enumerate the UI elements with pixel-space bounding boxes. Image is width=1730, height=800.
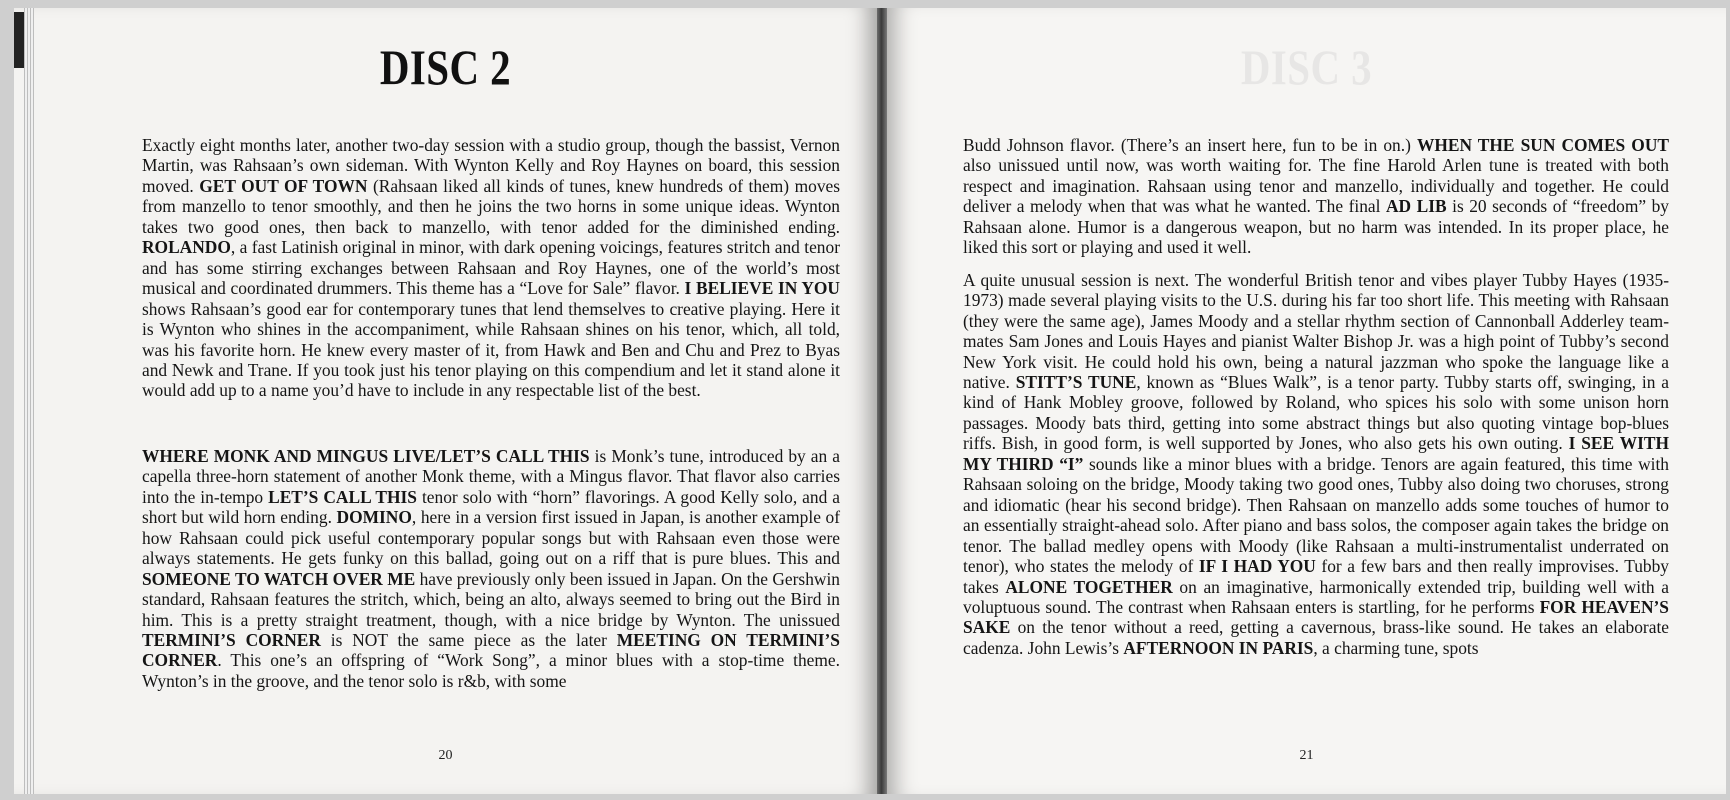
song-title: WHERE MONK AND MINGUS LIVE/LET’S CALL THIS [142, 445, 590, 466]
left-paragraph-1: Exactly eight months later, another two-day session with a studio group, though the bassist, Vernon Martin, was Rahsaan’s own sideman. With Wynton Kelly and Roy Haynes on board, this session moved. GET OUT OF TOWN (Rahsaan liked all kinds of tunes, knew hundreds of them) moves from manzello to tenor smoothly, and then he joins the two horns in some unique ideas. Wynton takes two good ones, then back to manzello, with tenor added for the diminished ending. ROLANDO, a fast Latinish original in minor, with dark opening voicings, features stritch and tenor and has some stirring exchanges between Rahsaan and Roy Haynes, one of the world’s most musical and coordinated drummers. This theme has a “Love for Sale” flavor. I BELIEVE IN YOU shows Rahsaan’s good ear for contemporary tunes that lend themselves to creative playing. Here it is Wynton who shines in the accompaniment, while Rahsaan shines on his tenor, which, all told, was his favorite horn. He knew every master of it, from Hawk and Ben and Chu and Prez to Byas and Newk and Trane. If you took just his tenor playing on this compendium and let it stand alone it would add up to a name you’d have to include in any respectable list of the best. [142, 135, 840, 401]
disc-3-show-through-heading: DISC 3 [1240, 39, 1373, 95]
song-title: ROLANDO [142, 237, 231, 258]
song-title: GET OUT OF TOWN [199, 175, 368, 196]
left-paragraph-2: WHERE MONK AND MINGUS LIVE/LET’S CALL THIS is Monk’s tune, introduced by an a capella three-horn statement of another Monk theme, with a Mingus flavor. That flavor also carries into the in-tempo LET’S CALL THIS tenor solo with “horn” flavorings. A good Kelly solo, and a short but wild horn ending. DOMINO, here in a version first issued in Japan, is another example of how Rahsaan could pick useful contemporary popular songs but with Rahsaan even those were always statements. He gets funky on this ballad, going out on a riff that is pure blues. This and SOMEONE TO WATCH OVER ME have previously only been issued in Japan. On the Gershwin standard, Rahsaan features the stritch, which, being an alto, always seemed to bring out the Bird in him. This is a pretty straight treatment, though, with a nice bridge by Wynton. The unissued TERMINI’S CORNER is NOT the same piece as the later MEETING ON TERMINI’S CORNER. This one’s an offspring of “Work Song”, a minor blues with a stop-time theme. Wynton’s in the groove, and the tenor solo is r&b, with some [142, 445, 841, 691]
right-paragraph-1: Budd Johnson flavor. (There’s an insert here, fun to be in on.) WHEN THE SUN COMES OUT also unissued until now, was worth waiting for. The fine Harold Arlen tune is treated with both respect and imagination. Rahsaan using tenor and manzello, individually and together. He could deliver a melody when that was what he wanted. The final AD LIB is 20 seconds of “freedom” by Rahsaan alone. Humor is a dangerous weapon, but no harm was intended. In its proper place, he liked this sort or playing and used it well. [963, 135, 1669, 258]
song-title: LET’S CALL THIS [268, 486, 417, 507]
song-title: AD LIB [1386, 196, 1447, 217]
song-title: FOR HEAVEN’S SAKE [963, 596, 1669, 638]
song-title: ALONE TOGETHER [1005, 576, 1173, 597]
book-gutter [877, 8, 887, 794]
song-title: DOMINO [336, 507, 412, 528]
song-title: I BELIEVE IN YOU [684, 278, 840, 299]
page-number: 21 [1299, 748, 1314, 763]
song-title: SOMEONE TO WATCH OVER ME [142, 568, 416, 589]
left-body-text [142, 135, 840, 703]
song-title: WHEN THE SUN COMES OUT [1416, 135, 1669, 155]
left-page [14, 8, 878, 794]
page-edges [24, 8, 34, 794]
disc-2-heading: DISC 2 [379, 39, 512, 95]
song-title: TERMINI’S CORNER [142, 629, 321, 650]
song-title: AFTERNOON IN PARIS [1123, 637, 1314, 658]
right-page [887, 8, 1726, 794]
song-title: STITT’S TUNE [1015, 371, 1137, 392]
song-title: MEETING ON TERMINI’S CORNER [142, 629, 840, 671]
page-number: 20 [438, 748, 453, 763]
right-paragraph-2: A quite unusual session is next. The wonderful British tenor and vibes player Tubby Hayes (1935-1973) made several playing visits to the U.S. during his far too short life. This meeting with Rahsaan (they were the same age), James Moody and a stellar rhythm section of Cannonball Adderley team-mates Sam Jones and Louis Hayes and pianist Walter Bishop Jr. was a high point of Tubby’s second New York visit. He could hold his own, being a natural jazzman who spoke the language like a native. STITT’S TUNE, known as “Blues Walk”, is a tenor party. Tubby starts off, swinging, in a kind of Hank Mobley groove, followed by Roland, who spices his solo with some unison horn passages. Moody bats third, getting into some abstract things but also quoting vintage bop-blues riffs. Bish, in good form, is well supported by Jones, who also gets his own outing. I SEE WITH MY THIRD “I” sounds like a minor blues with a bridge. Tenors are again featured, this time with Rahsaan soloing on the bridge, Moody taking two good ones, Tubby also doing two choruses, strong and idiomatic (hear his second bridge). Then Rahsaan on manzello adds some touches of humor to an essentially straight-ahead solo. After piano and bass solos, the composer again takes the bridge on tenor. The ballad medley opens with Moody (like Rahsaan a multi-instrumentalist underrated on tenor), who states the melody of IF I HAD YOU for a few bars and then really improvises. Tubby takes ALONE TOGETHER on an imaginative, harmonically extended trip, building well with a voluptuous sound. The contrast when Rahsaan enters is startling, for he performs FOR HEAVEN’S SAKE on the tenor without a reed, getting a cavernous, brass-like sound. He takes an elaborate cadenza. John Lewis’s AFTERNOON IN PARIS, a charming tune, spots [963, 269, 1669, 658]
right-body-text [963, 135, 1669, 670]
song-title: I SEE WITH MY THIRD “I” [963, 433, 1669, 474]
spine-edge [14, 12, 24, 68]
song-title: IF I HAD YOU [1198, 556, 1316, 577]
booklet-spread [14, 8, 1726, 794]
